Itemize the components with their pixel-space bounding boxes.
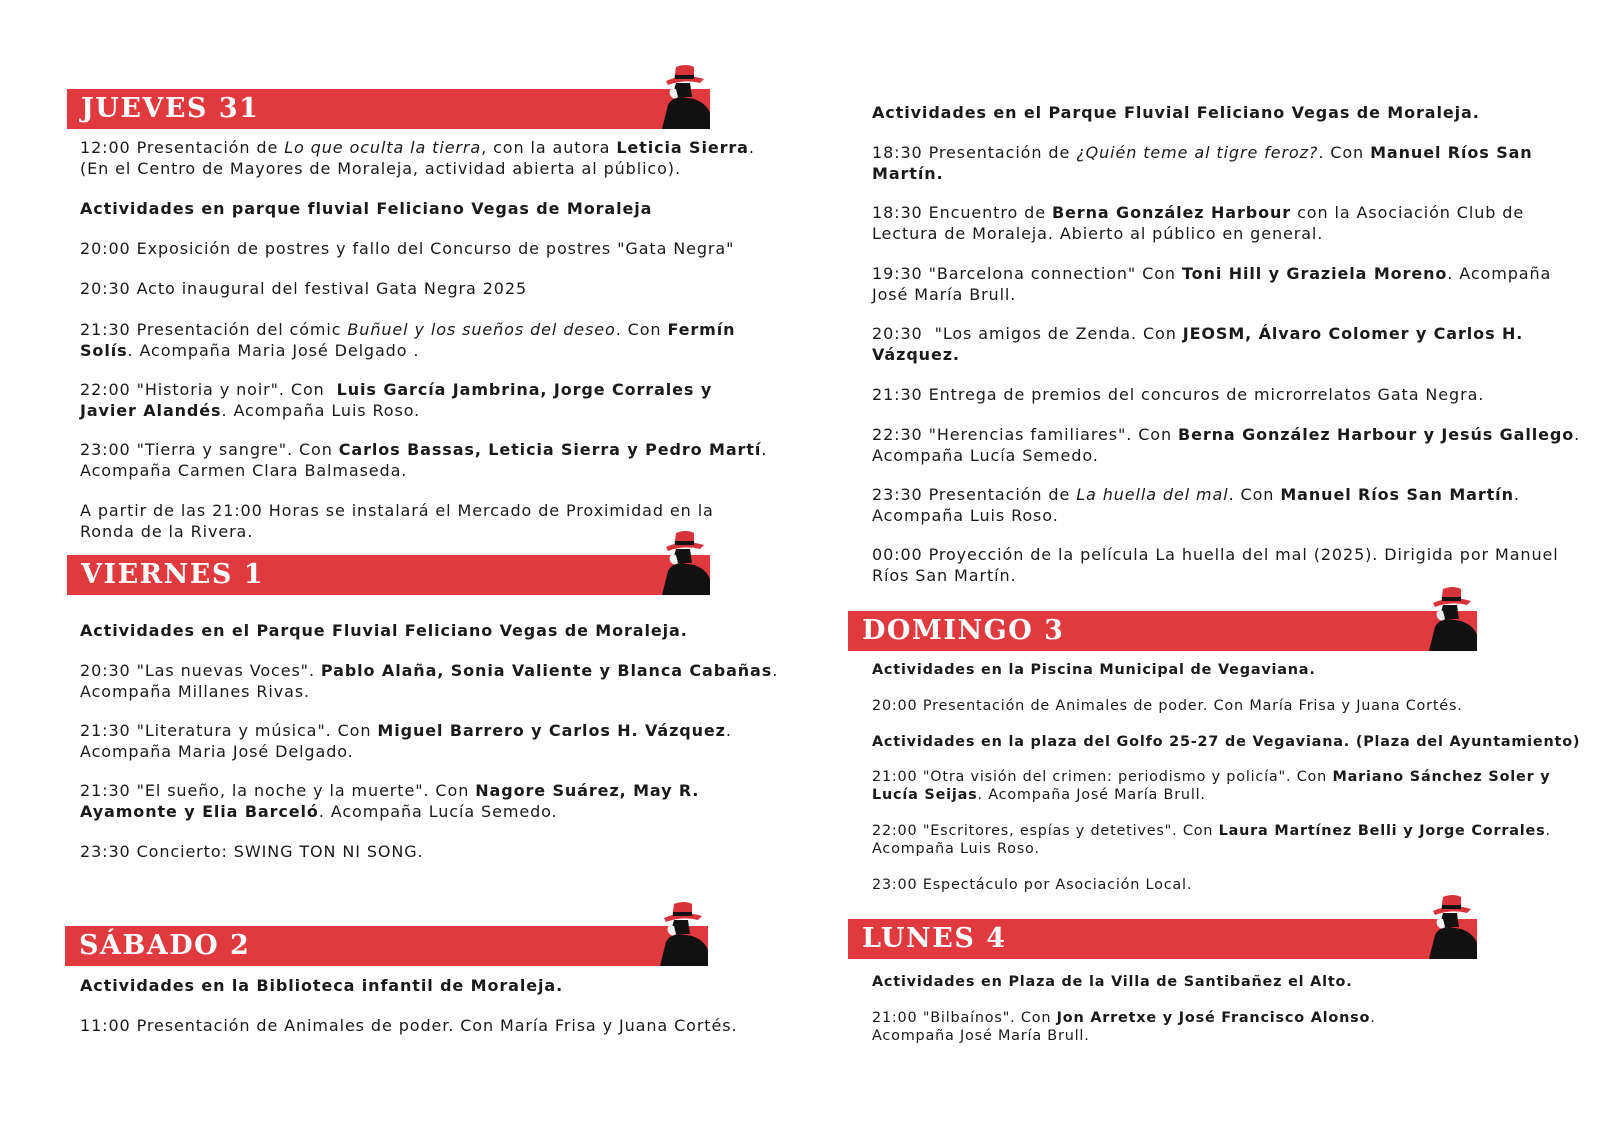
day-title: VIERNES 1 xyxy=(81,559,265,590)
event-sabado-5: 20:30 "Los amigos de Zenda. Con JEOSM, Álvaro Colomer y Carlos H. Vázquez. xyxy=(872,324,1524,364)
day-title: LUNES 4 xyxy=(862,923,1007,954)
event-jueves-1: 12:00 Presentación de Lo que oculta la tierra, con la autora Leticia Sierra. (En el Centro de Mayores de Moraleja, actividad abierta al público). xyxy=(80,138,755,178)
venue-domingo-1: Actividades en la Piscina Municipal de Vegaviana. xyxy=(872,662,1316,678)
detective-hat-icon xyxy=(652,898,708,966)
event-jueves-7: A partir de las 21:00 Horas se instalará el Mercado de Proximidad en la Ronda de la Rivera. xyxy=(80,501,714,541)
venue-sabado: Actividades en la Biblioteca infantil de Moraleja. xyxy=(80,976,564,995)
event-domingo-1: 20:00 Presentación de Animales de poder. Con María Frisa y Juana Cortés. xyxy=(872,698,1463,714)
detective-hat-icon xyxy=(1421,583,1477,651)
event-viernes-2: 21:30 "Literatura y música". Con Miguel Barrero y Carlos H. Vázquez. Acompaña Maria José Delgado. xyxy=(80,721,732,761)
event-jueves-5: 22:00 "Historia y noir". Con Luis García Jambrina, Jorge Corrales y Javier Alandés. Acompaña Luis Roso. xyxy=(80,380,713,420)
event-sabado-3: 18:30 Encuentro de Berna González Harbour con la Asociación Club de Lectura de Moraleja. Abierto al público en general. xyxy=(872,203,1525,243)
event-sabado-6: 21:30 Entrega de premios del concuros de microrrelatos Gata Negra. xyxy=(872,385,1485,404)
detective-hat-icon xyxy=(654,527,710,595)
venue-sabado-2: Actividades en el Parque Fluvial Feliciano Vegas de Moraleja. xyxy=(872,103,1480,122)
event-jueves-4: 21:30 Presentación del cómic Buñuel y los sueños del deseo. Con Fermín Solís. Acompaña Maria José Delgado . xyxy=(80,320,736,360)
day-header-sabado xyxy=(65,926,708,966)
day-title: DOMINGO 3 xyxy=(862,615,1065,646)
venue-lunes: Actividades en Plaza de la Villa de Santibañez el Alto. xyxy=(872,974,1353,990)
event-domingo-3: 22:00 "Escritores, espías y detetives". Con Laura Martínez Belli y Jorge Corrales. Acompaña Luis Roso. xyxy=(872,823,1551,857)
day-header-jueves xyxy=(67,89,710,129)
event-lunes-1: 21:00 "Bilbaínos". Con Jon Arretxe y José Francisco Alonso. Acompaña José María Brull. xyxy=(872,1010,1376,1044)
venue-jueves: Actividades en parque fluvial Feliciano Vegas de Moraleja xyxy=(80,199,653,218)
event-sabado-9: 00:00 Proyección de la película La huella del mal (2025). Dirigida por Manuel Ríos San Martín. xyxy=(872,545,1559,585)
event-domingo-4: 23:00 Espectáculo por Asociación Local. xyxy=(872,877,1193,893)
venue-domingo-2: Actividades en la plaza del Golfo 25-27 de Vegaviana. (Plaza del Ayuntamiento) xyxy=(872,734,1581,750)
event-viernes-1: 20:30 "Las nuevas Voces". Pablo Alaña, Sonia Valiente y Blanca Cabañas. Acompaña Millanes Rivas. xyxy=(80,661,779,701)
event-viernes-3: 21:30 "El sueño, la noche y la muerte". Con Nagore Suárez, May R. Ayamonte y Elia Barceló. Acompaña Lucía Semedo. xyxy=(80,781,700,821)
venue-viernes: Actividades en el Parque Fluvial Feliciano Vegas de Moraleja. xyxy=(80,621,688,640)
event-sabado-1: 11:00 Presentación de Animales de poder. Con María Frisa y Juana Cortés. xyxy=(80,1016,738,1035)
day-header-viernes xyxy=(67,555,710,595)
event-jueves-3: 20:30 Acto inaugural del festival Gata Negra 2025 xyxy=(80,279,528,298)
day-title: JUEVES 31 xyxy=(81,93,260,124)
day-header-domingo xyxy=(848,611,1477,651)
event-jueves-6: 23:00 "Tierra y sangre". Con Carlos Bassas, Leticia Sierra y Pedro Martí. Acompaña Carmen Clara Balmaseda. xyxy=(80,440,768,480)
day-title: SÁBADO 2 xyxy=(79,930,251,961)
event-viernes-4: 23:30 Concierto: SWING TON NI SONG. xyxy=(80,842,424,861)
detective-hat-icon xyxy=(1421,891,1477,959)
event-jueves-2: 20:00 Exposición de postres y fallo del Concurso de postres "Gata Negra" xyxy=(80,239,735,258)
event-sabado-2: 18:30 Presentación de ¿Quién teme al tigre feroz?. Con Manuel Ríos San Martín. xyxy=(872,143,1533,183)
event-sabado-4: 19:30 "Barcelona connection" Con Toni Hill y Graziela Moreno. Acompaña José María Brull. xyxy=(872,264,1552,304)
detective-hat-icon xyxy=(654,61,710,129)
event-domingo-2: 21:00 "Otra visión del crimen: periodismo y policía". Con Mariano Sánchez Soler y Lucía Seijas. Acompaña José María Brull. xyxy=(872,769,1551,803)
event-sabado-8: 23:30 Presentación de La huella del mal. Con Manuel Ríos San Martín. Acompaña Luis Roso. xyxy=(872,485,1520,525)
day-header-lunes xyxy=(848,919,1477,959)
event-sabado-7: 22:30 "Herencias familiares". Con Berna González Harbour y Jesús Gallego. Acompaña Lucía Semedo. xyxy=(872,425,1581,465)
